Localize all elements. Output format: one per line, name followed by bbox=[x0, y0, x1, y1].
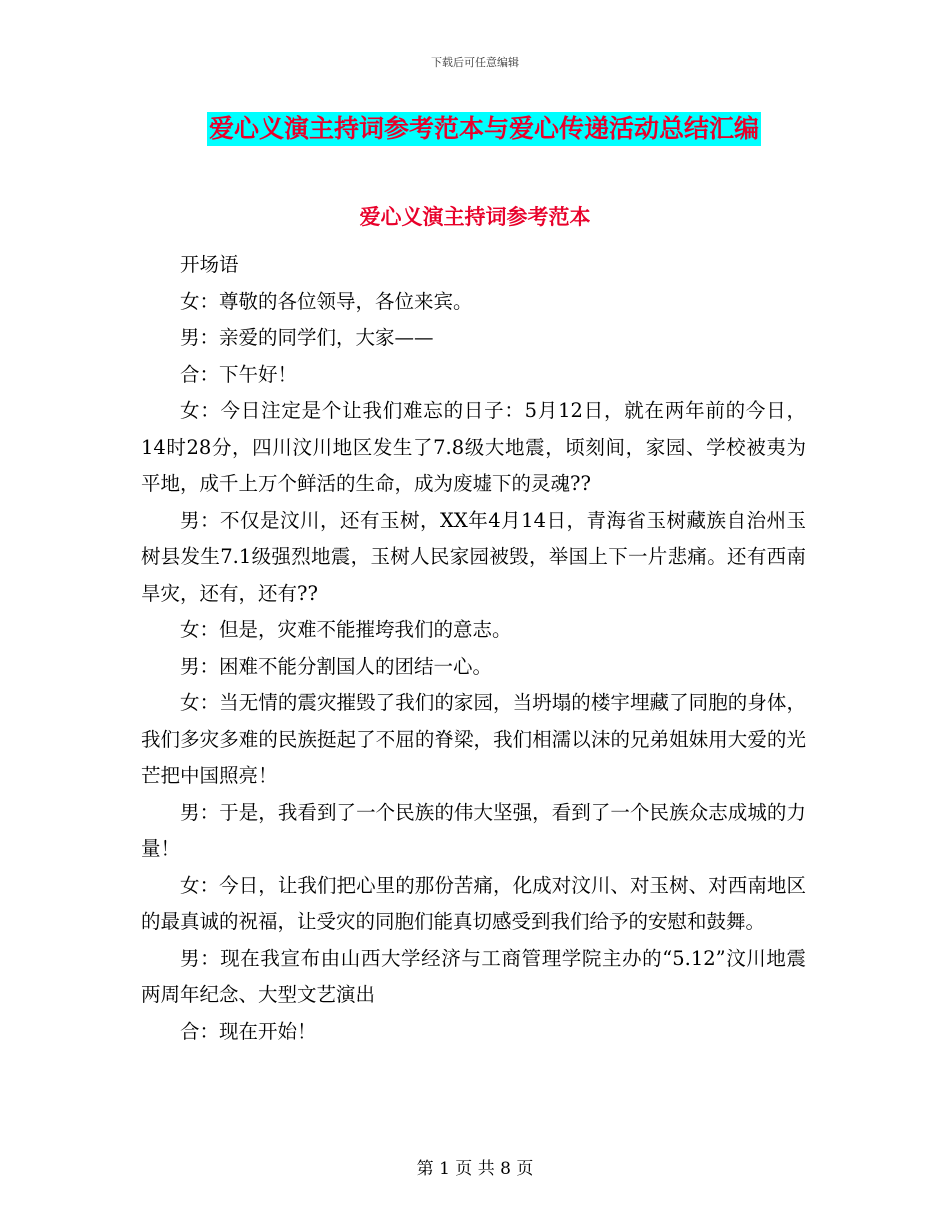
paragraph-line: 合：下午好！ bbox=[180, 362, 298, 386]
section-title: 爱心义演主持词参考范本 bbox=[359, 205, 591, 229]
paragraph-line: 女：但是，灾难不能摧垮我们的意志。 bbox=[180, 618, 512, 641]
paragraph-line: 女：今日注定是个让我们难忘的日子：5月12日，就在两年前的今日， 14时28分，四川汶川地区发生了7.8级大地震，顷刻间，家园、学校被夷为平地，成千上万个鲜活的生命，成为废墟下的灵魂?? bbox=[141, 399, 806, 495]
document-body bbox=[141, 247, 806, 1050]
paragraph-line: 男：不仅是汶川，还有玉树，XX年4月14日，青海省玉树藏族自治州玉树县发生7.1级强烈地震，玉树人民家园被毁，举国上下一片悲痛。还有西南旱灾，还有，还有?? bbox=[141, 508, 806, 605]
paragraph-line: 男：困难不能分割国人的团结一心。 bbox=[180, 654, 493, 678]
page-number: 第 1 页 共 8 页 bbox=[416, 1159, 534, 1179]
paragraph-line: 男：于是，我看到了一个民族的伟大坚强，看到了一个民族众志成城的力量！ bbox=[141, 800, 806, 860]
paragraph-opening-label: 开场语 bbox=[180, 253, 239, 276]
paragraph-line: 女：当无情的震灾摧毁了我们的家园，当坍塌的楼宇埋藏了同胞的身体，我们多灾多难的民族挺起了不屈的脊梁，我们相濡以沫的兄弟姐妹用大爱的光芒把中国照亮！ bbox=[141, 691, 806, 787]
paragraph-line: 男：亲爱的同学们，大家—— bbox=[180, 326, 434, 349]
document-title: 爱心义演主持词参考范本与爱心传递活动总结汇编 bbox=[207, 112, 761, 146]
header-note: 下载后可任意编辑 bbox=[431, 56, 519, 69]
paragraph-line: 女：尊敬的各位领导，各位来宾。 bbox=[180, 289, 473, 313]
paragraph-line: 男：现在我宣布由山西大学经济与工商管理学院主办的“5.12”汶川地震两周年纪念、大型文艺演出 bbox=[141, 946, 806, 1006]
paragraph-line: 女：今日，让我们把心里的那份苦痛，化成对汶川、对玉树、对西南地区的最真诚的祝福，让受灾的同胞们能真切感受到我们给予的安慰和鼓舞。 bbox=[141, 873, 806, 933]
paragraph-line: 合：现在开始！ bbox=[180, 1019, 317, 1043]
